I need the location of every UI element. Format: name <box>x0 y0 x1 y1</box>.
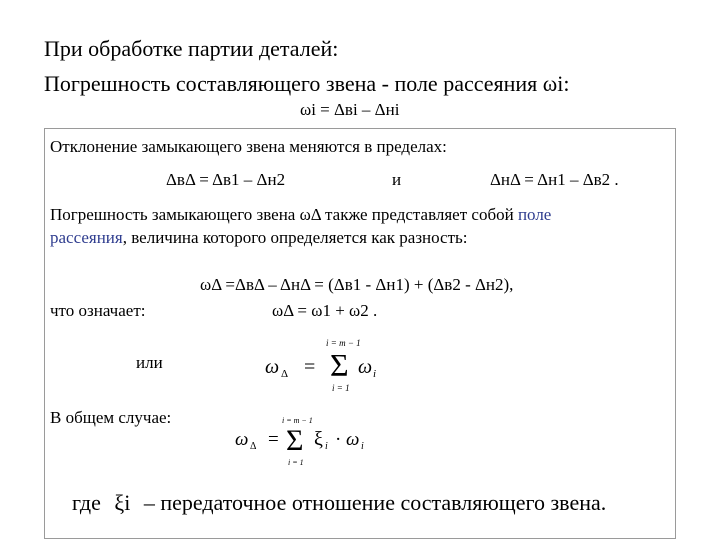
closing-error-link-part2[interactable]: рассеяния <box>50 228 123 247</box>
closing-error-line2 <box>50 228 468 248</box>
closing-error-line1 <box>50 205 551 225</box>
where-line <box>72 490 606 516</box>
sum2-lower: i = 1 <box>288 458 304 467</box>
sum2-xi-sub: i <box>325 441 328 452</box>
sum-formula-1 <box>262 336 402 396</box>
or-label: или <box>136 353 163 372</box>
sum2-sigma: Σ <box>286 424 304 457</box>
sum-formula-2 <box>232 414 392 470</box>
sum1-upper: i = m − 1 <box>326 338 361 348</box>
sum2-upper: i = m − 1 <box>282 416 313 425</box>
sum1-sigma: Σ <box>330 347 349 383</box>
sum1-lower: i = 1 <box>332 383 350 393</box>
sum2-dot: · <box>335 429 342 450</box>
sum2-xi: ξ <box>314 428 323 450</box>
sum2-term-sub: i <box>361 441 364 452</box>
sum2-lhs-sub: Δ <box>250 441 257 452</box>
meaning-label: что означает: <box>50 301 146 320</box>
component-error-formula: ωi = Δвi – Δнi <box>300 100 400 119</box>
difference-formula: ωΔ =ΔвΔ – ΔнΔ = (Δв1 - Δн1) + (Δв2 - Δн2), <box>200 275 514 294</box>
where-label: где <box>72 490 101 515</box>
sum2-term: ω <box>346 429 360 450</box>
sum1-lhs-sub: Δ <box>281 368 289 380</box>
closing-error-line2-rest: , величина которого определяется как разность: <box>122 228 468 247</box>
sum2-eq: = <box>268 429 279 450</box>
deviation-lower-formula: ΔнΔ = Δн1 – Δв2 . <box>490 170 619 189</box>
sum2-lhs: ω <box>235 429 249 450</box>
general-case-label: В общем случае: <box>50 408 172 427</box>
sum1-term-sub: i <box>373 368 377 380</box>
deviation-and: и <box>392 170 402 189</box>
sum1-term: ω <box>358 356 373 378</box>
component-error-text: Погрешность составляющего звена - поле рассеяния ωi: <box>44 71 570 96</box>
where-symbol: ξi <box>114 490 131 515</box>
heading: При обработке партии деталей: <box>44 36 339 61</box>
deviation-text: Отклонение замыкающего звена меняются в пределах: <box>50 137 447 156</box>
sum1-lhs: ω <box>265 356 280 378</box>
where-text: – передаточное отношение составляющего звена. <box>143 490 607 515</box>
meaning-formula: ωΔ = ω1 + ω2 . <box>272 301 378 320</box>
sum1-eq: = <box>304 356 316 378</box>
closing-error-text: Погрешность замыкающего звена ωΔ также представляет собой <box>50 205 514 224</box>
deviation-upper-formula: ΔвΔ = Δв1 – Δн2 <box>166 170 286 189</box>
closing-error-link-part1[interactable]: поле <box>517 205 552 224</box>
